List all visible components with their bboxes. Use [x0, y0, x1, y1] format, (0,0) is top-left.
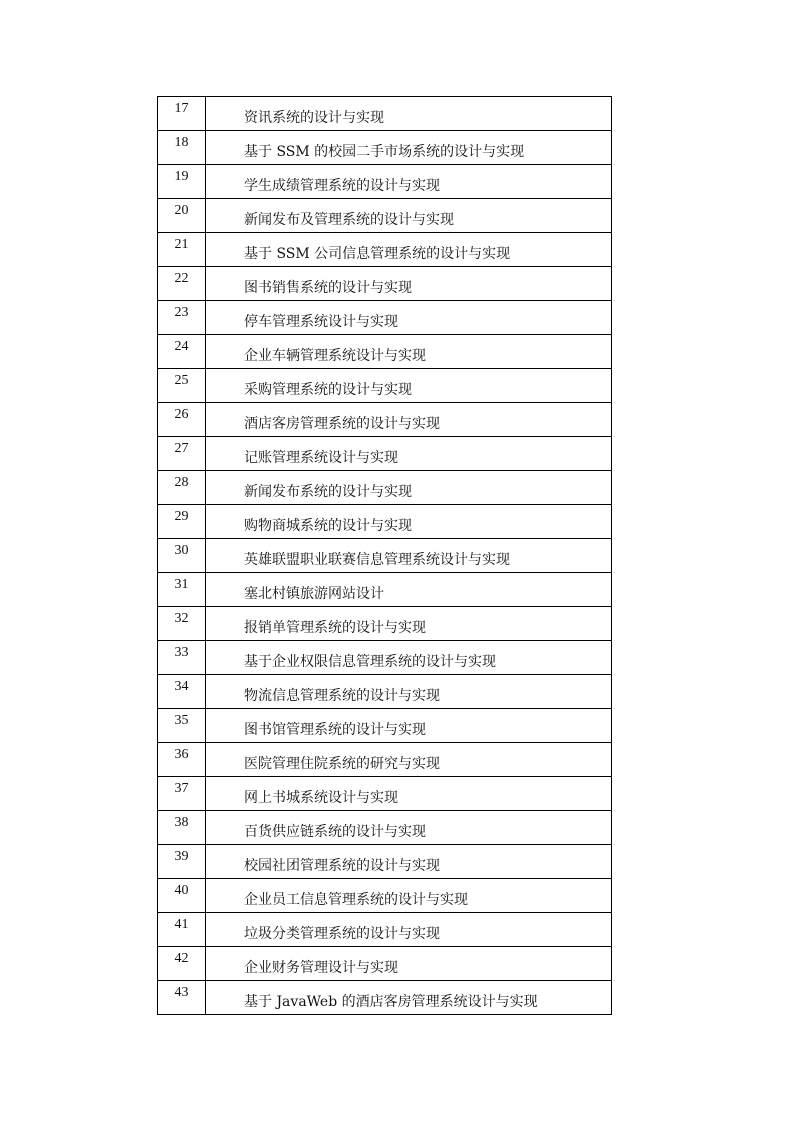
row-number-cell: [158, 981, 206, 1015]
table-row: [158, 641, 612, 675]
row-title: 医院管理住院系统的研究与实现: [244, 755, 440, 772]
row-title: 垃圾分类管理系统的设计与实现: [244, 925, 440, 942]
table-row: [158, 981, 612, 1015]
table-row: [158, 267, 612, 301]
row-title-cell: [206, 641, 612, 675]
row-number-cell: [158, 709, 206, 743]
row-title: 新闻发布系统的设计与实现: [244, 483, 412, 500]
row-number-cell: [158, 233, 206, 267]
row-number: 43: [174, 984, 189, 1000]
topic-table-body: [158, 97, 612, 1015]
row-title-cell: [206, 573, 612, 607]
row-number: 33: [174, 644, 189, 660]
row-title: 资讯系统的设计与实现: [244, 109, 384, 126]
row-title: 基于 SSM 公司信息管理系统的设计与实现: [244, 245, 511, 262]
row-title: 图书馆管理系统的设计与实现: [244, 721, 426, 738]
row-number-cell: [158, 811, 206, 845]
table-row: [158, 947, 612, 981]
row-number: 23: [174, 304, 189, 320]
row-number: 34: [174, 678, 189, 694]
row-title: 百货供应链系统的设计与实现: [244, 823, 426, 840]
row-number: 24: [174, 338, 189, 354]
row-number: 38: [174, 814, 189, 830]
row-title: 物流信息管理系统的设计与实现: [244, 687, 440, 704]
table-row: [158, 675, 612, 709]
table-row: [158, 811, 612, 845]
row-title-cell: [206, 675, 612, 709]
table-row: [158, 879, 612, 913]
row-number: 32: [174, 610, 189, 626]
table-row: [158, 233, 612, 267]
row-title: 记账管理系统设计与实现: [244, 449, 398, 466]
table-row: [158, 505, 612, 539]
row-number-cell: [158, 165, 206, 199]
table-row: [158, 913, 612, 947]
row-title: 基于 SSM 的校园二手市场系统的设计与实现: [244, 143, 525, 160]
row-number-cell: [158, 199, 206, 233]
row-title: 酒店客房管理系统的设计与实现: [244, 415, 440, 432]
row-number: 35: [174, 712, 189, 728]
row-title-cell: [206, 539, 612, 573]
row-title: 企业员工信息管理系统的设计与实现: [244, 891, 468, 908]
table-row: [158, 97, 612, 131]
table-row: [158, 403, 612, 437]
row-title: 企业车辆管理系统设计与实现: [244, 347, 426, 364]
table-row: [158, 743, 612, 777]
row-title-cell: [206, 981, 612, 1015]
row-number-cell: [158, 471, 206, 505]
topic-table: [157, 96, 612, 1015]
row-title-cell: [206, 743, 612, 777]
row-number-cell: [158, 437, 206, 471]
row-number-cell: [158, 947, 206, 981]
table-row: [158, 335, 612, 369]
row-title-cell: [206, 879, 612, 913]
row-title-cell: [206, 913, 612, 947]
table-row: [158, 301, 612, 335]
row-title: 购物商城系统的设计与实现: [244, 517, 412, 534]
row-title-cell: [206, 165, 612, 199]
row-title: 停车管理系统设计与实现: [244, 313, 398, 330]
row-number-cell: [158, 845, 206, 879]
row-number-cell: [158, 573, 206, 607]
row-number: 39: [174, 848, 189, 864]
row-number: 29: [174, 508, 189, 524]
row-number-cell: [158, 267, 206, 301]
row-number-cell: [158, 97, 206, 131]
row-number-cell: [158, 607, 206, 641]
row-title: 企业财务管理设计与实现: [244, 959, 398, 976]
row-title-cell: [206, 437, 612, 471]
row-number: 18: [174, 134, 189, 150]
row-title-cell: [206, 369, 612, 403]
row-title-cell: [206, 607, 612, 641]
table-row: [158, 471, 612, 505]
table-row: [158, 369, 612, 403]
row-number-cell: [158, 335, 206, 369]
table-row: [158, 539, 612, 573]
table-row: [158, 437, 612, 471]
row-title: 网上书城系统设计与实现: [244, 789, 398, 806]
row-title: 图书销售系统的设计与实现: [244, 279, 412, 296]
row-number: 25: [174, 372, 189, 388]
row-number-cell: [158, 369, 206, 403]
row-title-cell: [206, 131, 612, 165]
row-title-cell: [206, 233, 612, 267]
row-title-cell: [206, 845, 612, 879]
row-number-cell: [158, 403, 206, 437]
row-number: 19: [174, 168, 189, 184]
row-number: 40: [174, 882, 189, 898]
row-title: 塞北村镇旅游网站设计: [244, 585, 384, 602]
row-title-cell: [206, 505, 612, 539]
row-number: 31: [174, 576, 189, 592]
table-row: [158, 199, 612, 233]
row-title-cell: [206, 97, 612, 131]
row-number: 37: [174, 780, 189, 796]
row-number: 27: [174, 440, 189, 456]
row-number-cell: [158, 641, 206, 675]
row-title: 英雄联盟职业联赛信息管理系统设计与实现: [244, 551, 510, 568]
row-number-cell: [158, 913, 206, 947]
row-title-cell: [206, 403, 612, 437]
row-number: 26: [174, 406, 189, 422]
row-number-cell: [158, 539, 206, 573]
row-number: 17: [174, 100, 189, 116]
row-number-cell: [158, 505, 206, 539]
row-title-cell: [206, 301, 612, 335]
row-title: 采购管理系统的设计与实现: [244, 381, 412, 398]
row-number-cell: [158, 131, 206, 165]
row-number-cell: [158, 777, 206, 811]
row-title: 学生成绩管理系统的设计与实现: [244, 177, 440, 194]
row-number: 36: [174, 746, 189, 762]
row-title-cell: [206, 335, 612, 369]
row-number: 42: [174, 950, 189, 966]
row-number: 28: [174, 474, 189, 490]
table-row: [158, 777, 612, 811]
row-number: 41: [174, 916, 189, 932]
row-number: 30: [174, 542, 189, 558]
row-number-cell: [158, 879, 206, 913]
row-title-cell: [206, 709, 612, 743]
row-title: 基于 JavaWeb 的酒店客房管理系统设计与实现: [244, 993, 538, 1010]
row-title-cell: [206, 471, 612, 505]
row-number: 21: [174, 236, 189, 252]
row-number-cell: [158, 675, 206, 709]
table-row: [158, 131, 612, 165]
row-title: 新闻发布及管理系统的设计与实现: [244, 211, 454, 228]
row-number: 22: [174, 270, 189, 286]
row-title-cell: [206, 267, 612, 301]
row-title-cell: [206, 947, 612, 981]
row-number: 20: [174, 202, 189, 218]
table-row: [158, 573, 612, 607]
table-row: [158, 709, 612, 743]
table-row: [158, 165, 612, 199]
table-row: [158, 845, 612, 879]
row-title-cell: [206, 811, 612, 845]
table-row: [158, 607, 612, 641]
row-title: 校园社团管理系统的设计与实现: [244, 857, 440, 874]
row-title: 报销单管理系统的设计与实现: [244, 619, 426, 636]
row-number-cell: [158, 743, 206, 777]
row-title: 基于企业权限信息管理系统的设计与实现: [244, 653, 496, 670]
row-title-cell: [206, 199, 612, 233]
row-title-cell: [206, 777, 612, 811]
row-number-cell: [158, 301, 206, 335]
